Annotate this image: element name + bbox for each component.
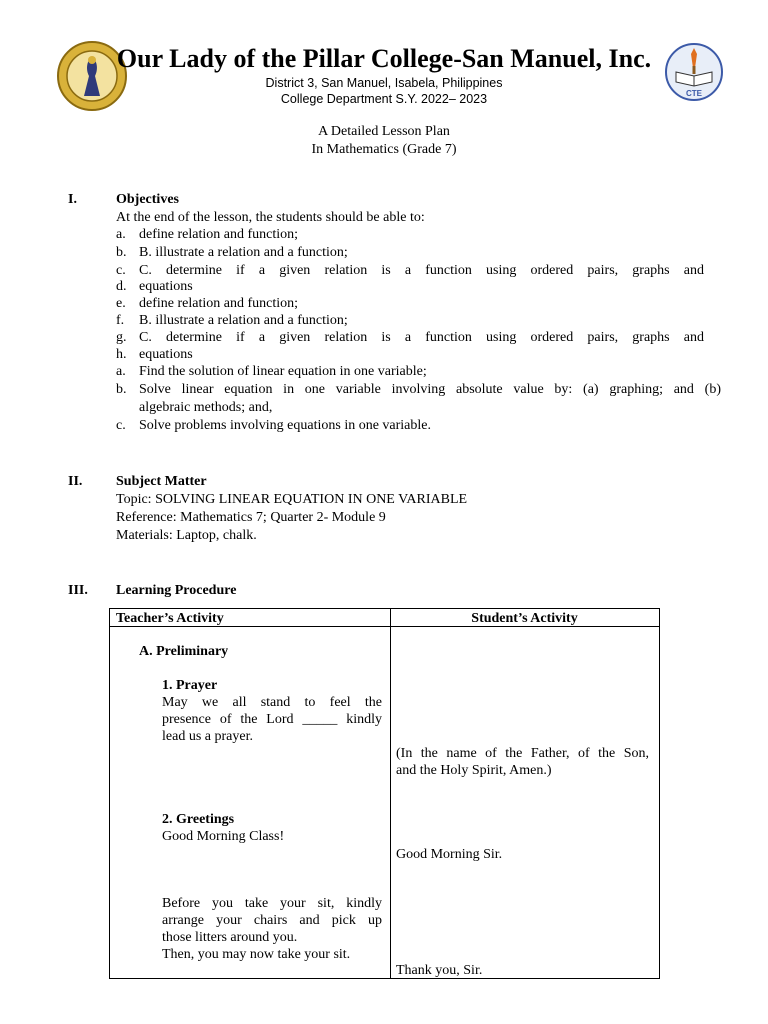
prayer-response-line: (In the name of the Father, of the Son, [396,746,649,761]
objective-text: C. determine if a given relation is a function using ordered pairs, graphs and [139,263,704,278]
objective-text: Solve linear equation in one variable involving absolute value by: (a) graphing; and (b) [139,382,721,397]
objective-letter: b. [116,382,127,397]
objective-letter: c. [116,418,126,433]
objective-letter: e. [116,296,126,311]
sit-instruction-line: Then, you may now take your sit. [162,947,351,962]
sit-instruction-line: those litters around you. [162,930,298,945]
objective-text: define relation and function; [139,227,298,242]
objective-letter: f. [116,313,125,328]
teacher-activity-header: Teacher’s Activity [116,611,224,626]
greetings-response: Good Morning Sir. [396,847,503,862]
objective-letter: b. [116,245,127,260]
sit-response: Thank you, Sir. [396,963,483,978]
prayer-line: lead us a prayer. [162,729,253,744]
prayer-response-line: and the Holy Spirit, Amen.) [396,763,552,778]
objective-text: equations [139,279,193,294]
objective-text: Solve problems involving equations in one variable. [139,418,432,433]
preliminary-heading: A. Preliminary [139,644,229,659]
objective-text: B. illustrate a relation and a function; [139,313,348,328]
subject-reference: Reference: Mathematics 7; Quarter 2- Module 9 [116,510,386,525]
section-numeral-3: III. [68,583,88,598]
objectives-heading: Objectives [116,192,179,207]
objective-text: define relation and function; [139,296,298,311]
school-address: District 3, San Manuel, Isabela, Philippines [265,76,503,90]
table-column-divider [390,608,391,978]
prayer-line: May we all stand to feel the [162,695,382,710]
objective-letter: a. [116,227,126,242]
learning-procedure-heading: Learning Procedure [116,583,237,598]
greetings-text: Good Morning Class! [162,829,285,844]
subject-matter-heading: Subject Matter [116,474,207,489]
subject-topic: Topic: SOLVING LINEAR EQUATION IN ONE VARIABLE [116,492,468,507]
objective-text: C. determine if a given relation is a function using ordered pairs, graphs and [139,330,704,345]
plan-subject: In Mathematics (Grade 7) [311,142,457,157]
subject-materials: Materials: Laptop, chalk. [116,528,257,543]
student-activity-header: Student’s Activity [471,611,578,626]
objectives-intro: At the end of the lesson, the students should be able to: [116,210,425,225]
sit-instruction-line: arrange your chairs and pick up [162,913,382,928]
objective-text: B. illustrate a relation and a function; [139,245,348,260]
objective-letter: c. [116,263,126,278]
objective-text: Find the solution of linear equation in one variable; [139,364,427,379]
prayer-heading: 1. Prayer [162,678,218,693]
plan-title: A Detailed Lesson Plan [318,124,450,139]
sit-instruction-line: Before you take your sit, kindly [162,896,382,911]
prayer-line: presence of the Lord _____ kindly [162,712,382,727]
greetings-heading: 2. Greetings [162,812,235,827]
objective-letter: g. [116,330,127,345]
department-year: College Department S.Y. 2022– 2023 [280,92,488,106]
school-name: Our Lady of the Pillar College-San Manuel, Inc. [116,44,652,73]
objective-text: equations [139,347,193,362]
objective-text-continued: algebraic methods; and, [139,400,273,415]
objective-letter: h. [116,347,127,362]
objective-letter: d. [116,279,127,294]
objective-letter: a. [116,364,126,379]
cte-logo-text: CTE [686,89,702,98]
section-numeral-2: II. [68,474,83,489]
section-numeral-1: I. [68,192,77,207]
